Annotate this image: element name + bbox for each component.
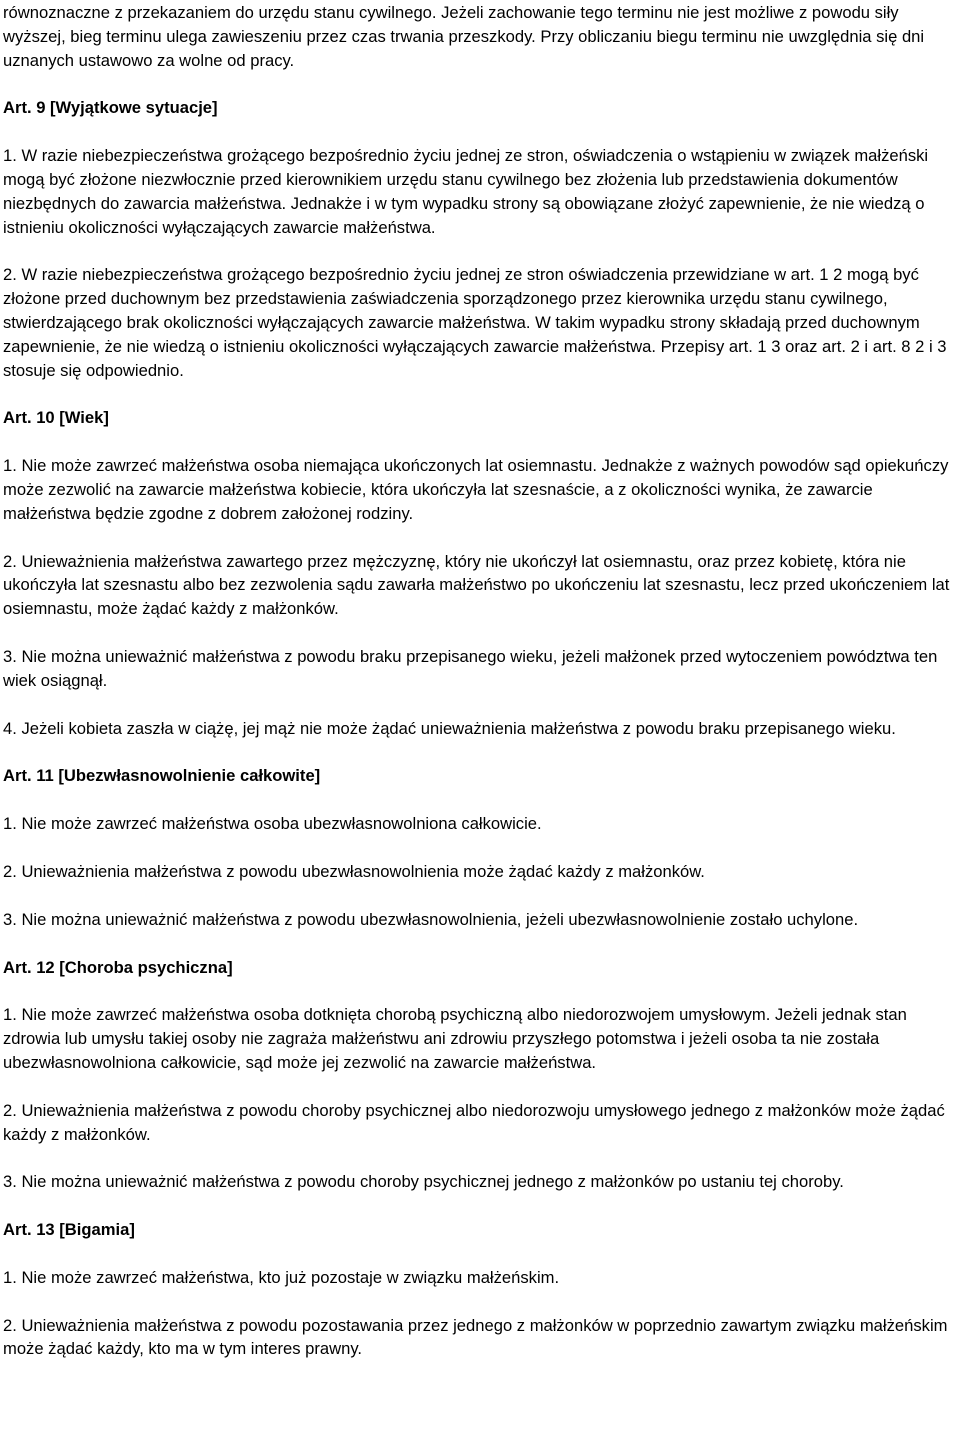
article-9-paragraph-2: 2. W razie niebezpieczeństwa grożącego bezpośrednio życiu jednej ze stron oświadczenia przewidziane w art. 1 2 mogą być złożone przed duchownym bez przedstawienia zaświadczenia sporządzonego przez kierownika urzędu stanu cywilnego, stwierdzającego brak okoliczności wyłączających zawarcie małżeństwa. W takim wypadku strony składają przed duchownym zapewnienie, że nie wiedzą o istnieniu okoliczności wyłączających zawarcie małżeństwa. Przepisy art. 1 3 oraz art. 2 i art. 8 2 i 3 stosuje się odpowiednio. — [3, 265, 947, 380]
document-page — [3, 1, 957, 1361]
article-10-paragraph-2: 2. Unieważnienia małżeństwa zawartego przez mężczyznę, który nie ukończył lat osiemnastu, oraz przez kobietę, która nie ukończyła lat szesnastu albo bez zezwolenia sądu zawarła małżeństwo po ukończeniu lat szesnastu, lecz przed ukończeniem lat osiemnastu, może żądać każdy z małżonków. — [3, 551, 950, 619]
article-12-paragraph-3: 3. Nie można unieważnić małżeństwa z powodu choroby psychicznej jednego z małżonków po ustaniu tej choroby. — [3, 1172, 844, 1192]
article-11-paragraph-2: 2. Unieważnienia małżeństwa z powodu ubezwłasnowolnienia może żądać każdy z małżonków. — [3, 861, 705, 881]
article-10-paragraph-4: 4. Jeżeli kobieta zaszła w ciążę, jej mąż nie może żądać unieważnienia małżeństwa z powodu braku przepisanego wieku. — [3, 718, 896, 738]
article-heading-10: Art. 10 [Wiek] — [3, 408, 109, 428]
article-heading-11: Art. 11 [Ubezwłasnowolnienie całkowite] — [3, 766, 321, 786]
article-heading-9: Art. 9 [Wyjątkowe sytuacje] — [3, 98, 218, 118]
article-10-paragraph-1: 1. Nie może zawrzeć małżeństwa osoba niemająca ukończonych lat osiemnastu. Jednakże z ważnych powodów sąd opiekuńczy może zezwolić na zawarcie małżeństwa kobiecie, która ukończyła lat szesnaście, a z okoliczności wynika, że zawarcie małżeństwa będzie zgodne z dobrem założonej rodziny. — [3, 456, 949, 523]
article-9-paragraph-1: 1. W razie niebezpieczeństwa grożącego bezpośrednio życiu jednej ze stron, oświadczenia o wstąpieniu w związek małżeński mogą być złożone niezwłocznie przed kierownikiem urzędu stanu cywilnego bez złożenia lub przedstawienia dokumentów niezbędnych do zawarcia małżeństwa. Jednakże i w tym wypadku strony są obowiązane złożyć zapewnienie, że nie wiedzą o istnieniu okoliczności wyłączających zawarcie małżeństwa. — [3, 146, 929, 237]
article-13-paragraph-1: 1. Nie może zawrzeć małżeństwa, kto już pozostaje w związku małżeńskim. — [3, 1267, 560, 1287]
article-heading-13: Art. 13 [Bigamia] — [3, 1220, 135, 1240]
article-heading-12: Art. 12 [Choroba psychiczna] — [3, 957, 233, 977]
article-13-paragraph-2: 2. Unieważnienia małżeństwa z powodu pozostawania przez jednego z małżonków w poprzednio zawartym związku małżeńskim może żądać każdy, kto ma w tym interes prawny. — [3, 1315, 948, 1359]
article-12-paragraph-2: 2. Unieważnienia małżeństwa z powodu choroby psychicznej albo niedorozwoju umysłowego jednego z małżonków może żądać każdy z małżonków. — [3, 1100, 945, 1144]
article-11-paragraph-3: 3. Nie można unieważnić małżeństwa z powodu ubezwłasnowolnienia, jeżeli ubezwłasnowolnienie zostało uchylone. — [3, 909, 859, 929]
article-12-paragraph-1: 1. Nie może zawrzeć małżeństwa osoba dotknięta chorobą psychiczną albo niedorozwojem umysłowym. Jeżeli jednak stan zdrowia lub umysłu takiej osoby nie zagraża małżeństwu ani zdrowiu przyszłego potomstwa i jeżeli osoba ta nie została ubezwłasnowolniona całkowicie, sąd może jej zezwolić na zawarcie małżeństwa. — [3, 1005, 907, 1072]
intro-paragraph: równoznaczne z przekazaniem do urzędu stanu cywilnego. Jeżeli zachowanie tego terminu nie jest możliwe z powodu siły wyższej, bieg terminu ulega zawieszeniu przez czas trwania przeszkody. Przy obliczaniu biegu terminu nie uwzględnia się dni uznanych ustawowo za wolne od pracy. — [3, 3, 925, 70]
article-10-paragraph-3: 3. Nie można unieważnić małżeństwa z powodu braku przepisanego wieku, jeżeli małżonek przed wytoczeniem powództwa ten wiek osiągnął. — [3, 646, 938, 690]
article-11-paragraph-1: 1. Nie może zawrzeć małżeństwa osoba ubezwłasnowolniona całkowicie. — [3, 814, 542, 834]
